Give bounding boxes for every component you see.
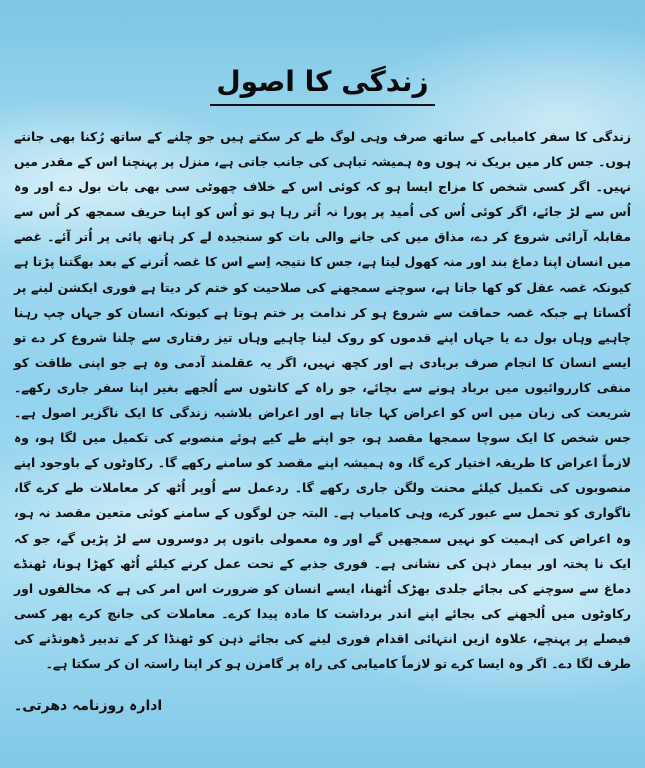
article-body: زندگی کا سفر کامیابی کے ساتھ صرف وہی لوگ طے کر سکتے ہیں جو چلنے کے ساتھ رُکنا بھی جانتے ہوں۔ جس کار میں بریک نہ ہوں وہ ہمیشہ تباہی کی جانب جاتی ہے، منزل پر پہنچنا اس کے مقدر میں نہیں۔ اگر کسی شخص کا مزاج ایسا ہو کہ کوئی اس کے خلاف چھوٹی سی بھی بات بول دے اور وہ اُس سے لڑ جائے، اگر کوئی اُس کی اُمید پر پورا نہ اُتر رہا ہو تو اُس کو اپنا حریف سمجھ کر اُس سے مقابلہ آرائی شروع کر دے، مذاق میں کی جانے والی بات کو سنجیدہ لے کر ہاتھ پائی پر اُتر آئے۔ غصے میں انسان اپنا دماغ بند اور منہ کھول لیتا ہے، جس کا نتیجہ اِسے اس کا غصہ اُترنے کے بعد بھگتنا پڑتا ہے کیونکہ غصہ عقل کو کھا جاتا ہے، سوچنے سمجھنے کی صلاحیت کو ختم کر دیتا ہے فوری ایکشن لینے پر اُکساتا ہے جبکہ غصہ حماقت سے شروع ہو کر ندامت پر ختم ہوتا ہے کیونکہ انسان کو جہاں چپ رہنا چاہیے وہاں بول دے یا جہاں اپنے قدموں کو روک لینا چاہیے وہاں تیز رفتاری سے چلنا شروع کر دے تو ایسے انسان کا انجام صرف بربادی ہے اور کچھ نہیں، اگر یہ عقلمند آدمی وہ ہے جو اپنی طاقت کو منفی کارروائیوں میں برباد ہونے سے بچائے، جو راہ کے کانٹوں سے اُلجھے بغیر اپنا سفر جاری رکھے۔ شریعت کی زبان میں اس کو اعراض کہا جاتا ہے اور اعراض بلاشبہ زندگی کا ایک ناگزیر اصول ہے۔ جس شخص کا ایک سوچا سمجھا مقصد ہو، جو اپنے طے کیے ہوئے منصوبے کی تکمیل میں لگا ہو، وہ لازماً اعراض کا طریقہ اختیار کرے گا، وہ ہمیشہ اپنے مقصد کو سامنے رکھے گا۔ رکاوٹوں کے باوجود اپنے منصوبوں کی تکمیل کیلئے محنت ولگن جاری رکھے گا۔ ردعمل سے اُوپر اُٹھ کر معاملات طے کرے گا، ناگواری کو تحمل سے عبور کرے، وہی کامیاب ہے۔ البتہ جن لوگوں کے سامنے کوئی متعین مقصد نہ ہو، وہ اعراض کی اہمیت کو نہیں سمجھیں گے اور وہ معمولی باتوں پر دوسروں سے لڑ پڑیں گے، جو کہ ایک نا پختہ اور بیمار ذہن کی نشانی ہے۔ فوری جذبے کے تحت عمل کرنے کیلئے اُٹھ کھڑا ہونا، ٹھنڈے دماغ سے سوچنے کی بجائے جلدی بھڑک اُٹھنا، ایسے انسان کو ضرورت اس امر کی ہے کہ مخالفوں اور رکاوٹوں میں اُلجھنے کی بجائے اپنے اندر برداشت کا مادہ پیدا کرے۔ معاملات کی جانچ کرے پھر کسی فیصلے پر پہنچے، علاوہ ازیں انتہائی اقدام فوری لینے کی بجائے ذہن کو ٹھنڈا کر کے تدبیر ڈھونڈنے کی طرف لگا دے۔ اگر وہ ایسا کرے تو لازماً کامیابی کی راہ پر گامزن ہو کر اپنا راستہ ان کر سکتا ہے۔	[14, 129, 631, 671]
article-title	[0, 62, 645, 106]
article-title-text: زندگی کا اصول	[210, 62, 434, 106]
article-source: ادارہ روزنامہ دھرتی۔	[14, 698, 163, 714]
